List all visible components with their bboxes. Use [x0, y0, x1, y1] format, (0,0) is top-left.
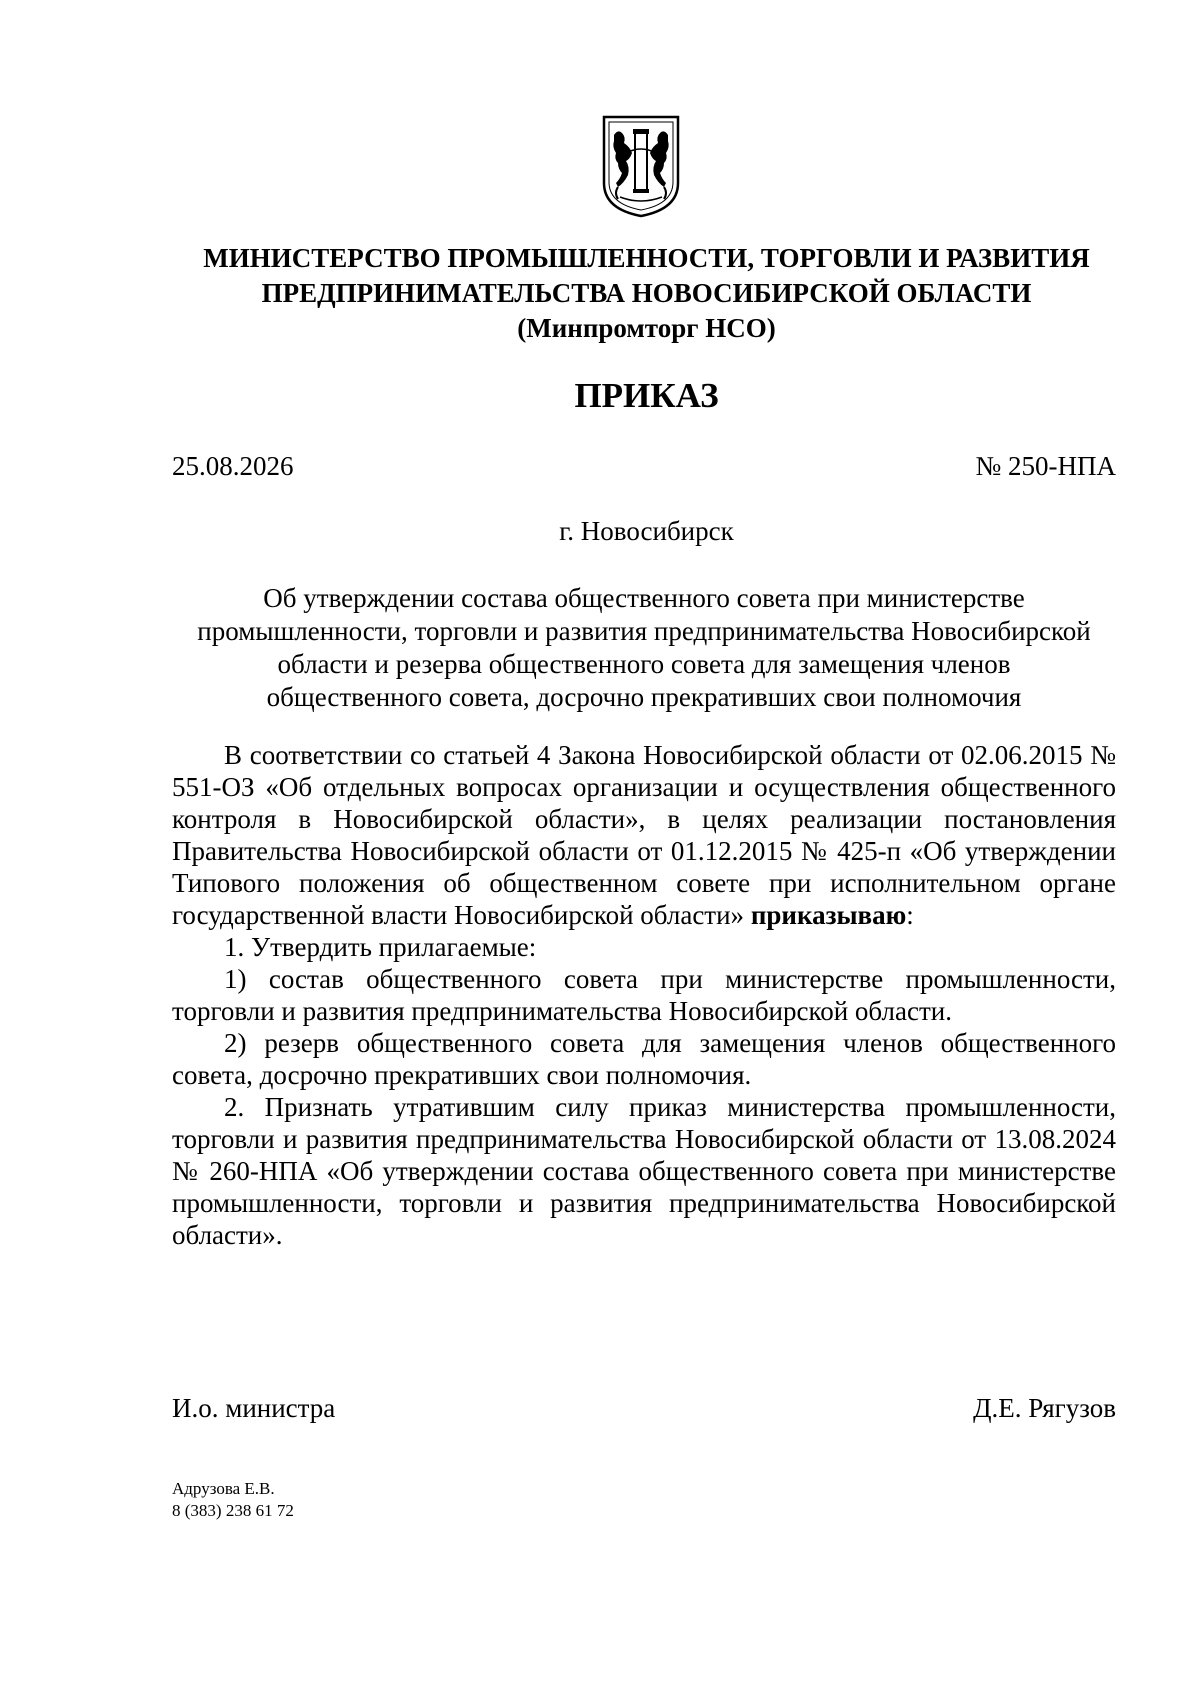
order-word: приказываю [750, 900, 907, 930]
signatory-position: И.о. министра [172, 1393, 336, 1423]
subject-line: общественного совета, досрочно прекративших свои полномочия [266, 682, 1022, 712]
document-date: 25.08.2026 [172, 451, 294, 481]
subject-line: Об утверждении состава общественного совета при министерстве [263, 583, 1025, 613]
order-item-1-1: 1) состав общественного совета при министерстве промышленности, торговли и развития предпринимательства Новосибирской области. [172, 964, 1116, 1026]
executor-block [172, 1478, 294, 1522]
document-type-title: ПРИКАЗ [574, 376, 719, 415]
subject-line: области и резерва общественного совета для замещения членов [277, 649, 1011, 679]
order-item-1-2: 2) резерв общественного совета для замещения членов общественного совета, досрочно прекративших свои полномочия. [172, 1028, 1116, 1090]
organization-abbreviation: (Минпромторг НСО) [517, 313, 776, 343]
executor-name: Адрузова Е.В. [172, 1479, 275, 1498]
executor-phone: 8 (383) 238 61 72 [172, 1501, 294, 1520]
order-colon: : [906, 900, 914, 930]
preamble-text: В соответствии со статьей 4 Закона Новосибирской области от 02.06.2015 № 551-ОЗ «Об отдельных вопросах организации и осуществления общественного контроля в Новосибирской области», в целях реализации постановления Правительства Новосибирской области от 01.12.2015 № 425-п «Об утверждении Типового положения об общественном совете при исполнительном органе государственной власти Новосибирской области» [172, 740, 1116, 930]
document-city: г. Новосибирск [559, 516, 734, 546]
order-item-1: 1. Утвердить прилагаемые: [224, 932, 537, 962]
document-number: № 250-НПА [975, 451, 1116, 481]
coat-of-arms-icon [600, 113, 682, 219]
subject-line: промышленности, торговли и развития предпринимательства Новосибирской [197, 616, 1091, 646]
organization-name-line-1: МИНИСТЕРСТВО ПРОМЫШЛЕННОСТИ, ТОРГОВЛИ И РАЗВИТИЯ [203, 243, 1090, 273]
organization-name-line-2: ПРЕДПРИНИМАТЕЛЬСТВА НОВОСИБИРСКОЙ ОБЛАСТИ [261, 278, 1032, 308]
signatory-name: Д.Е. Рягузов [973, 1393, 1116, 1423]
order-item-2: 2. Признать утратившим силу приказ министерства промышленности, торговли и развития предпринимательства Новосибирской области от 13.08.2024 № 260-НПА «Об утверждении состава общественного совета при министерстве промышленности, торговли и развития предпринимательства Новосибирской области». [172, 1092, 1116, 1250]
preamble-paragraph [172, 739, 1116, 931]
document-subject [172, 582, 1116, 714]
document-body [172, 739, 1116, 1251]
